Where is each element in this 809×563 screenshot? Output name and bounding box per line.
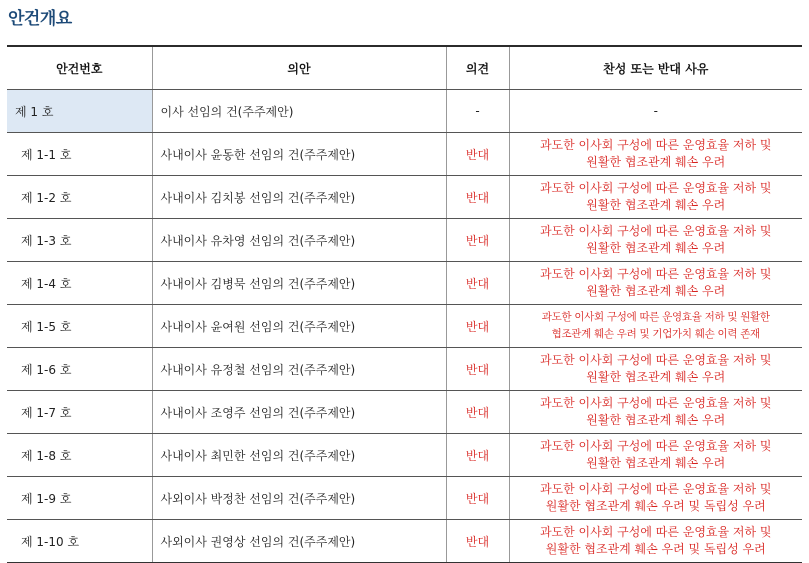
agenda-table bbox=[7, 45, 802, 563]
table-row bbox=[7, 391, 802, 434]
opinion-cell: 반대 bbox=[446, 520, 509, 563]
table-row bbox=[7, 305, 802, 348]
opinion-cell: 반대 bbox=[446, 477, 509, 520]
opinion-cell: 반대 bbox=[446, 391, 509, 434]
agenda-number-cell: 제 1-6 호 bbox=[7, 348, 152, 391]
agenda-title-cell: 사외이사 권영상 선임의 건(주주제안) bbox=[152, 520, 446, 563]
reason-cell: 과도한 이사회 구성에 따른 운영효율 저하 및 원활한 협조관계 훼손 우려 bbox=[509, 391, 802, 434]
agenda-title-cell: 사내이사 조영주 선임의 건(주주제안) bbox=[152, 391, 446, 434]
opinion-cell: 반대 bbox=[446, 305, 509, 348]
reason-cell: 과도한 이사회 구성에 따른 운영효율 저하 및 원활한 협조관계 훼손 우려 bbox=[509, 434, 802, 477]
agenda-number-cell: 제 1-4 호 bbox=[7, 262, 152, 305]
agenda-number-cell: 제 1-7 호 bbox=[7, 391, 152, 434]
agenda-title-cell: 사내이사 윤동한 선임의 건(주주제안) bbox=[152, 133, 446, 176]
table-header-row bbox=[7, 46, 802, 90]
opinion-cell: 반대 bbox=[446, 262, 509, 305]
agenda-number-cell: 제 1 호 bbox=[7, 90, 152, 133]
agenda-number-cell: 제 1-5 호 bbox=[7, 305, 152, 348]
agenda-number-cell: 제 1-3 호 bbox=[7, 219, 152, 262]
agenda-title-cell: 사내이사 최민한 선임의 건(주주제안) bbox=[152, 434, 446, 477]
header-agenda-number: 안건번호 bbox=[7, 46, 152, 90]
reason-cell: 과도한 이사회 구성에 따른 운영효율 저하 및 원활한 협조관계 훼손 우려 및 기업가치 훼손 이력 존재 bbox=[509, 305, 802, 348]
agenda-title-cell: 사내이사 김병묵 선임의 건(주주제안) bbox=[152, 262, 446, 305]
table-row bbox=[7, 90, 802, 133]
header-reason: 찬성 또는 반대 사유 bbox=[509, 46, 802, 90]
agenda-title-cell: 이사 선임의 건(주주제안) bbox=[152, 90, 446, 133]
agenda-title-cell: 사내이사 유정철 선임의 건(주주제안) bbox=[152, 348, 446, 391]
agenda-number-cell: 제 1-8 호 bbox=[7, 434, 152, 477]
opinion-cell: 반대 bbox=[446, 434, 509, 477]
opinion-cell: 반대 bbox=[446, 219, 509, 262]
section-title: 안건개요 bbox=[8, 9, 72, 29]
agenda-title-cell: 사내이사 김치봉 선임의 건(주주제안) bbox=[152, 176, 446, 219]
agenda-number-cell: 제 1-2 호 bbox=[7, 176, 152, 219]
opinion-cell: 반대 bbox=[446, 348, 509, 391]
header-agenda-item: 의안 bbox=[152, 46, 446, 90]
opinion-cell: 반대 bbox=[446, 176, 509, 219]
reason-cell: 과도한 이사회 구성에 따른 운영효율 저하 및 원활한 협조관계 훼손 우려 bbox=[509, 262, 802, 305]
opinion-cell: - bbox=[446, 90, 509, 133]
reason-cell: 과도한 이사회 구성에 따른 운영효율 저하 및 원활한 협조관계 훼손 우려 bbox=[509, 219, 802, 262]
table-row bbox=[7, 262, 802, 305]
table-row bbox=[7, 176, 802, 219]
agenda-number-cell: 제 1-9 호 bbox=[7, 477, 152, 520]
reason-cell: 과도한 이사회 구성에 따른 운영효율 저하 및 원활한 협조관계 훼손 우려 및 독립성 우려 bbox=[509, 520, 802, 563]
table-row bbox=[7, 348, 802, 391]
header-opinion: 의견 bbox=[446, 46, 509, 90]
table-row bbox=[7, 434, 802, 477]
table-row bbox=[7, 219, 802, 262]
reason-cell: 과도한 이사회 구성에 따른 운영효율 저하 및 원활한 협조관계 훼손 우려 bbox=[509, 133, 802, 176]
reason-cell: - bbox=[509, 90, 802, 133]
agenda-number-cell: 제 1-10 호 bbox=[7, 520, 152, 563]
reason-cell: 과도한 이사회 구성에 따른 운영효율 저하 및 원활한 협조관계 훼손 우려 bbox=[509, 176, 802, 219]
agenda-number-cell: 제 1-1 호 bbox=[7, 133, 152, 176]
reason-cell: 과도한 이사회 구성에 따른 운영효율 저하 및 원활한 협조관계 훼손 우려 및 독립성 우려 bbox=[509, 477, 802, 520]
table-row bbox=[7, 477, 802, 520]
table-row bbox=[7, 133, 802, 176]
table-row bbox=[7, 520, 802, 563]
reason-cell: 과도한 이사회 구성에 따른 운영효율 저하 및 원활한 협조관계 훼손 우려 bbox=[509, 348, 802, 391]
agenda-title-cell: 사내이사 윤여원 선임의 건(주주제안) bbox=[152, 305, 446, 348]
agenda-title-cell: 사내이사 유차영 선임의 건(주주제안) bbox=[152, 219, 446, 262]
opinion-cell: 반대 bbox=[446, 133, 509, 176]
agenda-title-cell: 사외이사 박정찬 선임의 건(주주제안) bbox=[152, 477, 446, 520]
